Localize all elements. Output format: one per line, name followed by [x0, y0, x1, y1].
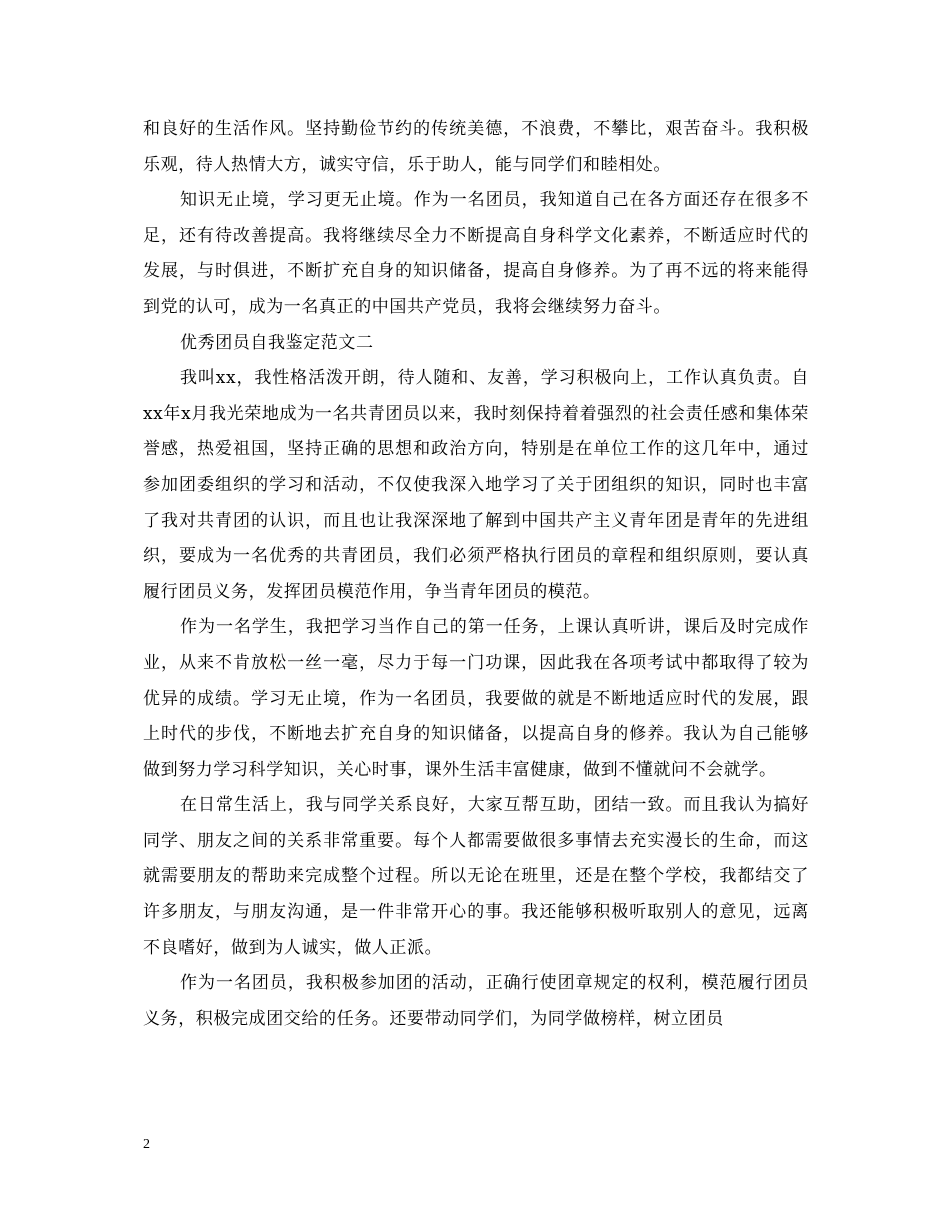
paragraph-study: 作为一名学生，我把学习当作自己的第一任务，上课认真听讲，课后及时完成作业，从来不肯放松一丝一毫，尽力于每一门功课，因此我在各项考试中都取得了较为优异的成绩。学习无止境，作为一名团员，我要做的就是不断地适应时代的发展，跟上时代的步伐，不断地去扩充自身的知识储备，以提高自身的修养。我认为自己能够做到努力学习科学知识，关心时事，课外生活丰富健康，做到不懂就问不会就学。 [143, 617, 809, 780]
paragraph-knowledge: 知识无止境，学习更无止境。作为一名团员，我知道自己在各方面还存在很多不足，还有待改善提高。我将继续尽全力不断提高自身科学文化素养，不断适应时代的发展，与时俱进，不断扩充自身的知识储备，提高自身修养。为了再不远的将来能得到党的认可，成为一名真正的中国共产党员，我将会继续努力奋斗。 [143, 190, 809, 317]
paragraph-league-activities: 作为一名团员，我积极参加团的活动，正确行使团章规定的权利，模范履行团员义务，积极完成团交给的任务。还要带动同学们，为同学做榜样，树立团员 [143, 973, 809, 1029]
section-heading: 优秀团员自我鉴定范文二 [180, 332, 374, 353]
document-body [143, 112, 809, 1037]
paragraph-daily-life: 在日常生活上，我与同学关系良好，大家互帮互助，团结一致。而且我认为搞好同学、朋友之间的关系非常重要。每个人都需要做很多事情去充实漫长的生命，而这就需要朋友的帮助来完成整个过程。所以无论在班里，还是在整个学校，我都结交了许多朋友，与朋友沟通，是一件非常开心的事。我还能够积极听取别人的意见，远离不良嗜好，做到为人诚实，做人正派。 [143, 795, 809, 958]
paragraph-continuation: 和良好的生活作风。坚持勤俭节约的传统美德，不浪费，不攀比，艰苦奋斗。我积极乐观，待人热情大方，诚实守信，乐于助人，能与同学们和睦相处。 [143, 119, 809, 175]
page-number: 2 [143, 1137, 150, 1152]
paragraph-introduction: 我叫xx，我性格活泼开朗，待人随和、友善，学习积极向上，工作认真负责。自xx年x月我光荣地成为一名共青团员以来，我时刻保持着着强烈的社会责任感和集体荣誉感，热爱祖国，坚持正确的思想和政治方向，特别是在单位工作的这几年中，通过参加团委组织的学习和活动，不仅使我深入地学习了关于团组织的知识，同时也丰富了我对共青团的认识，而且也让我深深地了解到中国共产主义青年团是青年的先进组织，要成为一名优秀的共青团员，我们必须严格执行团员的章程和组织原则，要认真履行团员义务，发挥团员模范作用，争当青年团员的模范。 [143, 368, 809, 602]
